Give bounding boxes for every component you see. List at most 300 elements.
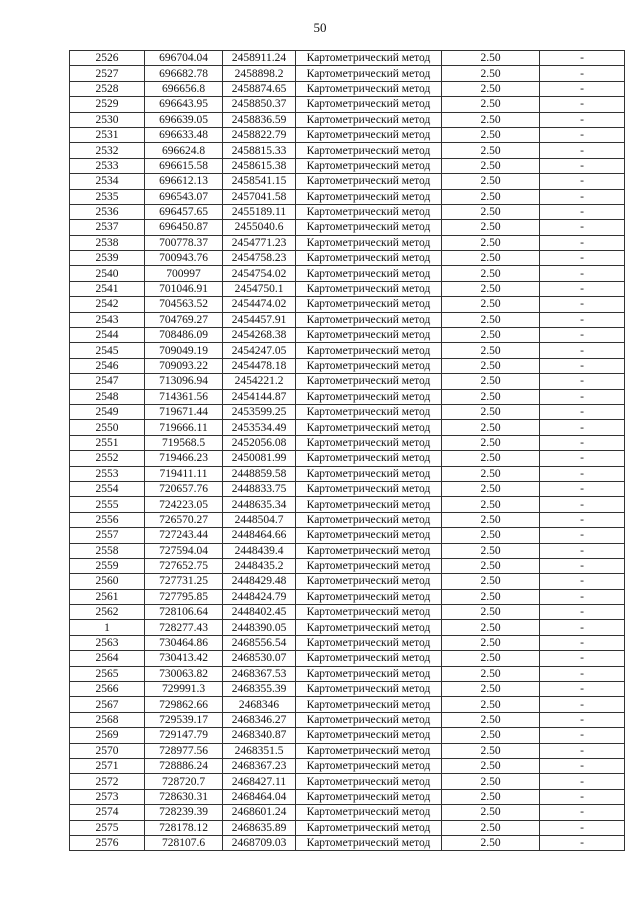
accuracy-cell: 2.50 xyxy=(442,112,540,127)
accuracy-cell: 2.50 xyxy=(442,589,540,604)
method-cell: Картометрический метод xyxy=(296,651,442,666)
description-cell: - xyxy=(540,666,625,681)
x-coordinate-cell: 696656.8 xyxy=(145,81,223,96)
table-row xyxy=(70,728,625,743)
y-coordinate-cell: 2450081.99 xyxy=(223,451,296,466)
x-coordinate-cell: 727652.75 xyxy=(145,558,223,573)
y-coordinate-cell: 2452056.08 xyxy=(223,435,296,450)
point-number-cell: 2538 xyxy=(70,235,145,250)
point-number-cell: 2548 xyxy=(70,389,145,404)
table-row xyxy=(70,528,625,543)
y-coordinate-cell: 2454268.38 xyxy=(223,328,296,343)
y-coordinate-cell: 2468340.87 xyxy=(223,728,296,743)
point-number-cell: 2536 xyxy=(70,204,145,219)
description-cell: - xyxy=(540,266,625,281)
y-coordinate-cell: 2453599.25 xyxy=(223,404,296,419)
point-number-cell: 2545 xyxy=(70,343,145,358)
x-coordinate-cell: 727731.25 xyxy=(145,574,223,589)
description-cell: - xyxy=(540,605,625,620)
description-cell: - xyxy=(540,789,625,804)
method-cell: Картометрический метод xyxy=(296,189,442,204)
accuracy-cell: 2.50 xyxy=(442,435,540,450)
x-coordinate-cell: 700778.37 xyxy=(145,235,223,250)
method-cell: Картометрический метод xyxy=(296,312,442,327)
description-cell: - xyxy=(540,297,625,312)
x-coordinate-cell: 728277.43 xyxy=(145,620,223,635)
table-row xyxy=(70,281,625,296)
point-number-cell: 2571 xyxy=(70,758,145,773)
point-number-cell: 2557 xyxy=(70,528,145,543)
table-row xyxy=(70,497,625,512)
description-cell: - xyxy=(540,820,625,835)
point-number-cell: 2567 xyxy=(70,697,145,712)
method-cell: Картометрический метод xyxy=(296,528,442,543)
y-coordinate-cell: 2468351.5 xyxy=(223,743,296,758)
table-row xyxy=(70,220,625,235)
y-coordinate-cell: 2454247.05 xyxy=(223,343,296,358)
x-coordinate-cell: 724223.05 xyxy=(145,497,223,512)
method-cell: Картометрический метод xyxy=(296,404,442,419)
y-coordinate-cell: 2454750.1 xyxy=(223,281,296,296)
x-coordinate-cell: 696543.07 xyxy=(145,189,223,204)
x-coordinate-cell: 719666.11 xyxy=(145,420,223,435)
y-coordinate-cell: 2458874.65 xyxy=(223,81,296,96)
table-row xyxy=(70,697,625,712)
y-coordinate-cell: 2448504.7 xyxy=(223,512,296,527)
description-cell: - xyxy=(540,743,625,758)
description-cell: - xyxy=(540,127,625,142)
method-cell: Картометрический метод xyxy=(296,805,442,820)
y-coordinate-cell: 2457041.58 xyxy=(223,189,296,204)
description-cell: - xyxy=(540,374,625,389)
y-coordinate-cell: 2458911.24 xyxy=(223,51,296,66)
method-cell: Картометрический метод xyxy=(296,543,442,558)
table-row xyxy=(70,466,625,481)
accuracy-cell: 2.50 xyxy=(442,820,540,835)
x-coordinate-cell: 704769.27 xyxy=(145,312,223,327)
accuracy-cell: 2.50 xyxy=(442,143,540,158)
accuracy-cell: 2.50 xyxy=(442,805,540,820)
point-number-cell: 2568 xyxy=(70,712,145,727)
accuracy-cell: 2.50 xyxy=(442,51,540,66)
y-coordinate-cell: 2455040.6 xyxy=(223,220,296,235)
x-coordinate-cell: 719568.5 xyxy=(145,435,223,450)
table-row xyxy=(70,266,625,281)
description-cell: - xyxy=(540,558,625,573)
x-coordinate-cell: 696612.13 xyxy=(145,174,223,189)
x-coordinate-cell: 728178.12 xyxy=(145,820,223,835)
point-number-cell: 2533 xyxy=(70,158,145,173)
table-row xyxy=(70,66,625,81)
x-coordinate-cell: 728720.7 xyxy=(145,774,223,789)
method-cell: Картометрический метод xyxy=(296,97,442,112)
accuracy-cell: 2.50 xyxy=(442,66,540,81)
table-row xyxy=(70,789,625,804)
y-coordinate-cell: 2468530.07 xyxy=(223,651,296,666)
table-row xyxy=(70,81,625,96)
y-coordinate-cell: 2468464.04 xyxy=(223,789,296,804)
table-row xyxy=(70,758,625,773)
y-coordinate-cell: 2458836.59 xyxy=(223,112,296,127)
x-coordinate-cell: 728630.31 xyxy=(145,789,223,804)
description-cell: - xyxy=(540,543,625,558)
point-number-cell: 2564 xyxy=(70,651,145,666)
x-coordinate-cell: 696643.95 xyxy=(145,97,223,112)
table-row xyxy=(70,97,625,112)
description-cell: - xyxy=(540,235,625,250)
accuracy-cell: 2.50 xyxy=(442,774,540,789)
point-number-cell: 2549 xyxy=(70,404,145,419)
point-number-cell: 2558 xyxy=(70,543,145,558)
description-cell: - xyxy=(540,512,625,527)
method-cell: Картометрический метод xyxy=(296,743,442,758)
method-cell: Картометрический метод xyxy=(296,758,442,773)
description-cell: - xyxy=(540,697,625,712)
table-row xyxy=(70,189,625,204)
description-cell: - xyxy=(540,112,625,127)
method-cell: Картометрический метод xyxy=(296,81,442,96)
table-row xyxy=(70,558,625,573)
y-coordinate-cell: 2454457.91 xyxy=(223,312,296,327)
description-cell: - xyxy=(540,835,625,850)
description-cell: - xyxy=(540,435,625,450)
method-cell: Картометрический метод xyxy=(296,666,442,681)
y-coordinate-cell: 2468556.54 xyxy=(223,635,296,650)
method-cell: Картометрический метод xyxy=(296,774,442,789)
y-coordinate-cell: 2448833.75 xyxy=(223,481,296,496)
point-number-cell: 2553 xyxy=(70,466,145,481)
y-coordinate-cell: 2468346 xyxy=(223,697,296,712)
description-cell: - xyxy=(540,466,625,481)
y-coordinate-cell: 2468346.27 xyxy=(223,712,296,727)
x-coordinate-cell: 719466.23 xyxy=(145,451,223,466)
accuracy-cell: 2.50 xyxy=(442,620,540,635)
x-coordinate-cell: 700943.76 xyxy=(145,251,223,266)
method-cell: Картометрический метод xyxy=(296,343,442,358)
description-cell: - xyxy=(540,343,625,358)
table-row xyxy=(70,312,625,327)
method-cell: Картометрический метод xyxy=(296,374,442,389)
description-cell: - xyxy=(540,389,625,404)
table-row xyxy=(70,651,625,666)
y-coordinate-cell: 2448402.45 xyxy=(223,605,296,620)
y-coordinate-cell: 2448390.05 xyxy=(223,620,296,635)
point-number-cell: 2575 xyxy=(70,820,145,835)
table-row xyxy=(70,389,625,404)
table-row xyxy=(70,712,625,727)
table-body xyxy=(70,51,625,851)
y-coordinate-cell: 2458822.79 xyxy=(223,127,296,142)
x-coordinate-cell: 709093.22 xyxy=(145,358,223,373)
table-row xyxy=(70,174,625,189)
table-row xyxy=(70,358,625,373)
description-cell: - xyxy=(540,635,625,650)
table-row xyxy=(70,574,625,589)
accuracy-cell: 2.50 xyxy=(442,666,540,681)
point-number-cell: 2546 xyxy=(70,358,145,373)
method-cell: Картометрический метод xyxy=(296,266,442,281)
x-coordinate-cell: 719411.11 xyxy=(145,466,223,481)
y-coordinate-cell: 2448424.79 xyxy=(223,589,296,604)
point-number-cell: 2544 xyxy=(70,328,145,343)
y-coordinate-cell: 2448635.34 xyxy=(223,497,296,512)
table-row xyxy=(70,127,625,142)
x-coordinate-cell: 727243.44 xyxy=(145,528,223,543)
method-cell: Картометрический метод xyxy=(296,420,442,435)
description-cell: - xyxy=(540,281,625,296)
method-cell: Картометрический метод xyxy=(296,297,442,312)
point-number-cell: 2572 xyxy=(70,774,145,789)
description-cell: - xyxy=(540,574,625,589)
accuracy-cell: 2.50 xyxy=(442,558,540,573)
accuracy-cell: 2.50 xyxy=(442,728,540,743)
x-coordinate-cell: 728886.24 xyxy=(145,758,223,773)
x-coordinate-cell: 728107.6 xyxy=(145,835,223,850)
table-row xyxy=(70,404,625,419)
method-cell: Картометрический метод xyxy=(296,497,442,512)
accuracy-cell: 2.50 xyxy=(442,251,540,266)
y-coordinate-cell: 2454474.02 xyxy=(223,297,296,312)
method-cell: Картометрический метод xyxy=(296,127,442,142)
method-cell: Картометрический метод xyxy=(296,328,442,343)
method-cell: Картометрический метод xyxy=(296,589,442,604)
table-row xyxy=(70,451,625,466)
point-number-cell: 2570 xyxy=(70,743,145,758)
x-coordinate-cell: 696615.58 xyxy=(145,158,223,173)
description-cell: - xyxy=(540,220,625,235)
y-coordinate-cell: 2454771.23 xyxy=(223,235,296,250)
point-number-cell: 2552 xyxy=(70,451,145,466)
accuracy-cell: 2.50 xyxy=(442,697,540,712)
x-coordinate-cell: 730063.82 xyxy=(145,666,223,681)
accuracy-cell: 2.50 xyxy=(442,512,540,527)
y-coordinate-cell: 2455189.11 xyxy=(223,204,296,219)
y-coordinate-cell: 2453534.49 xyxy=(223,420,296,435)
point-number-cell: 2547 xyxy=(70,374,145,389)
table-row xyxy=(70,682,625,697)
method-cell: Картометрический метод xyxy=(296,204,442,219)
description-cell: - xyxy=(540,481,625,496)
y-coordinate-cell: 2458615.38 xyxy=(223,158,296,173)
point-number-cell: 2563 xyxy=(70,635,145,650)
description-cell: - xyxy=(540,143,625,158)
x-coordinate-cell: 726570.27 xyxy=(145,512,223,527)
x-coordinate-cell: 720657.76 xyxy=(145,481,223,496)
point-number-cell: 2526 xyxy=(70,51,145,66)
method-cell: Картометрический метод xyxy=(296,143,442,158)
method-cell: Картометрический метод xyxy=(296,789,442,804)
accuracy-cell: 2.50 xyxy=(442,758,540,773)
description-cell: - xyxy=(540,66,625,81)
description-cell: - xyxy=(540,712,625,727)
accuracy-cell: 2.50 xyxy=(442,81,540,96)
table-row xyxy=(70,251,625,266)
description-cell: - xyxy=(540,497,625,512)
description-cell: - xyxy=(540,774,625,789)
y-coordinate-cell: 2454758.23 xyxy=(223,251,296,266)
table-row xyxy=(70,435,625,450)
table-row xyxy=(70,343,625,358)
x-coordinate-cell: 696624.8 xyxy=(145,143,223,158)
point-number-cell: 2542 xyxy=(70,297,145,312)
table-row xyxy=(70,743,625,758)
y-coordinate-cell: 2448435.2 xyxy=(223,558,296,573)
y-coordinate-cell: 2454221.2 xyxy=(223,374,296,389)
description-cell: - xyxy=(540,589,625,604)
accuracy-cell: 2.50 xyxy=(442,835,540,850)
method-cell: Картометрический метод xyxy=(296,820,442,835)
point-number-cell: 2559 xyxy=(70,558,145,573)
description-cell: - xyxy=(540,97,625,112)
point-number-cell: 2531 xyxy=(70,127,145,142)
y-coordinate-cell: 2458541.15 xyxy=(223,174,296,189)
method-cell: Картометрический метод xyxy=(296,512,442,527)
method-cell: Картометрический метод xyxy=(296,451,442,466)
accuracy-cell: 2.50 xyxy=(442,743,540,758)
accuracy-cell: 2.50 xyxy=(442,420,540,435)
accuracy-cell: 2.50 xyxy=(442,97,540,112)
table-row xyxy=(70,589,625,604)
method-cell: Картометрический метод xyxy=(296,281,442,296)
description-cell: - xyxy=(540,682,625,697)
accuracy-cell: 2.50 xyxy=(442,543,540,558)
point-number-cell: 2550 xyxy=(70,420,145,435)
accuracy-cell: 2.50 xyxy=(442,528,540,543)
table-row xyxy=(70,158,625,173)
method-cell: Картометрический метод xyxy=(296,251,442,266)
description-cell: - xyxy=(540,174,625,189)
x-coordinate-cell: 729539.17 xyxy=(145,712,223,727)
method-cell: Картометрический метод xyxy=(296,712,442,727)
description-cell: - xyxy=(540,358,625,373)
point-number-cell: 2566 xyxy=(70,682,145,697)
table-row xyxy=(70,512,625,527)
point-number-cell: 2527 xyxy=(70,66,145,81)
method-cell: Картометрический метод xyxy=(296,435,442,450)
method-cell: Картометрический метод xyxy=(296,389,442,404)
y-coordinate-cell: 2468601.24 xyxy=(223,805,296,820)
x-coordinate-cell: 696450.87 xyxy=(145,220,223,235)
coordinates-table xyxy=(69,50,625,851)
point-number-cell: 2537 xyxy=(70,220,145,235)
accuracy-cell: 2.50 xyxy=(442,389,540,404)
accuracy-cell: 2.50 xyxy=(442,635,540,650)
method-cell: Картометрический метод xyxy=(296,635,442,650)
y-coordinate-cell: 2448439.4 xyxy=(223,543,296,558)
y-coordinate-cell: 2458850.37 xyxy=(223,97,296,112)
y-coordinate-cell: 2448859.58 xyxy=(223,466,296,481)
accuracy-cell: 2.50 xyxy=(442,605,540,620)
x-coordinate-cell: 700997 xyxy=(145,266,223,281)
table-row xyxy=(70,235,625,250)
accuracy-cell: 2.50 xyxy=(442,682,540,697)
accuracy-cell: 2.50 xyxy=(442,789,540,804)
x-coordinate-cell: 728106.64 xyxy=(145,605,223,620)
table-row xyxy=(70,328,625,343)
point-number-cell: 2540 xyxy=(70,266,145,281)
point-number-cell: 2532 xyxy=(70,143,145,158)
point-number-cell: 2555 xyxy=(70,497,145,512)
x-coordinate-cell: 704563.52 xyxy=(145,297,223,312)
description-cell: - xyxy=(540,81,625,96)
description-cell: - xyxy=(540,728,625,743)
table-row xyxy=(70,143,625,158)
accuracy-cell: 2.50 xyxy=(442,204,540,219)
point-number-cell: 2554 xyxy=(70,481,145,496)
x-coordinate-cell: 730413.42 xyxy=(145,651,223,666)
x-coordinate-cell: 696704.04 xyxy=(145,51,223,66)
table-row xyxy=(70,204,625,219)
y-coordinate-cell: 2448464.66 xyxy=(223,528,296,543)
accuracy-cell: 2.50 xyxy=(442,466,540,481)
description-cell: - xyxy=(540,528,625,543)
accuracy-cell: 2.50 xyxy=(442,374,540,389)
point-number-cell: 2576 xyxy=(70,835,145,850)
y-coordinate-cell: 2468635.89 xyxy=(223,820,296,835)
point-number-cell: 2565 xyxy=(70,666,145,681)
point-number-cell: 2574 xyxy=(70,805,145,820)
x-coordinate-cell: 708486.09 xyxy=(145,328,223,343)
point-number-cell: 2541 xyxy=(70,281,145,296)
accuracy-cell: 2.50 xyxy=(442,451,540,466)
point-number-cell: 2573 xyxy=(70,789,145,804)
y-coordinate-cell: 2468367.53 xyxy=(223,666,296,681)
description-cell: - xyxy=(540,451,625,466)
method-cell: Картометрический метод xyxy=(296,358,442,373)
point-number-cell: 1 xyxy=(70,620,145,635)
point-number-cell: 2530 xyxy=(70,112,145,127)
method-cell: Картометрический метод xyxy=(296,574,442,589)
table-row xyxy=(70,112,625,127)
y-coordinate-cell: 2454478.18 xyxy=(223,358,296,373)
y-coordinate-cell: 2454144.87 xyxy=(223,389,296,404)
description-cell: - xyxy=(540,51,625,66)
table-row xyxy=(70,620,625,635)
y-coordinate-cell: 2468427.11 xyxy=(223,774,296,789)
point-number-cell: 2561 xyxy=(70,589,145,604)
x-coordinate-cell: 714361.56 xyxy=(145,389,223,404)
point-number-cell: 2534 xyxy=(70,174,145,189)
x-coordinate-cell: 719671.44 xyxy=(145,404,223,419)
method-cell: Картометрический метод xyxy=(296,835,442,850)
table-row xyxy=(70,835,625,850)
point-number-cell: 2551 xyxy=(70,435,145,450)
table-row xyxy=(70,635,625,650)
description-cell: - xyxy=(540,420,625,435)
description-cell: - xyxy=(540,328,625,343)
description-cell: - xyxy=(540,758,625,773)
table-row xyxy=(70,420,625,435)
accuracy-cell: 2.50 xyxy=(442,404,540,419)
table-row xyxy=(70,374,625,389)
y-coordinate-cell: 2468709.03 xyxy=(223,835,296,850)
description-cell: - xyxy=(540,204,625,219)
accuracy-cell: 2.50 xyxy=(442,235,540,250)
description-cell: - xyxy=(540,158,625,173)
method-cell: Картометрический метод xyxy=(296,66,442,81)
x-coordinate-cell: 727594.04 xyxy=(145,543,223,558)
x-coordinate-cell: 729991.3 xyxy=(145,682,223,697)
accuracy-cell: 2.50 xyxy=(442,328,540,343)
x-coordinate-cell: 727795.85 xyxy=(145,589,223,604)
table-row xyxy=(70,481,625,496)
x-coordinate-cell: 713096.94 xyxy=(145,374,223,389)
x-coordinate-cell: 730464.86 xyxy=(145,635,223,650)
accuracy-cell: 2.50 xyxy=(442,297,540,312)
y-coordinate-cell: 2468355.39 xyxy=(223,682,296,697)
y-coordinate-cell: 2458898.2 xyxy=(223,66,296,81)
description-cell: - xyxy=(540,312,625,327)
